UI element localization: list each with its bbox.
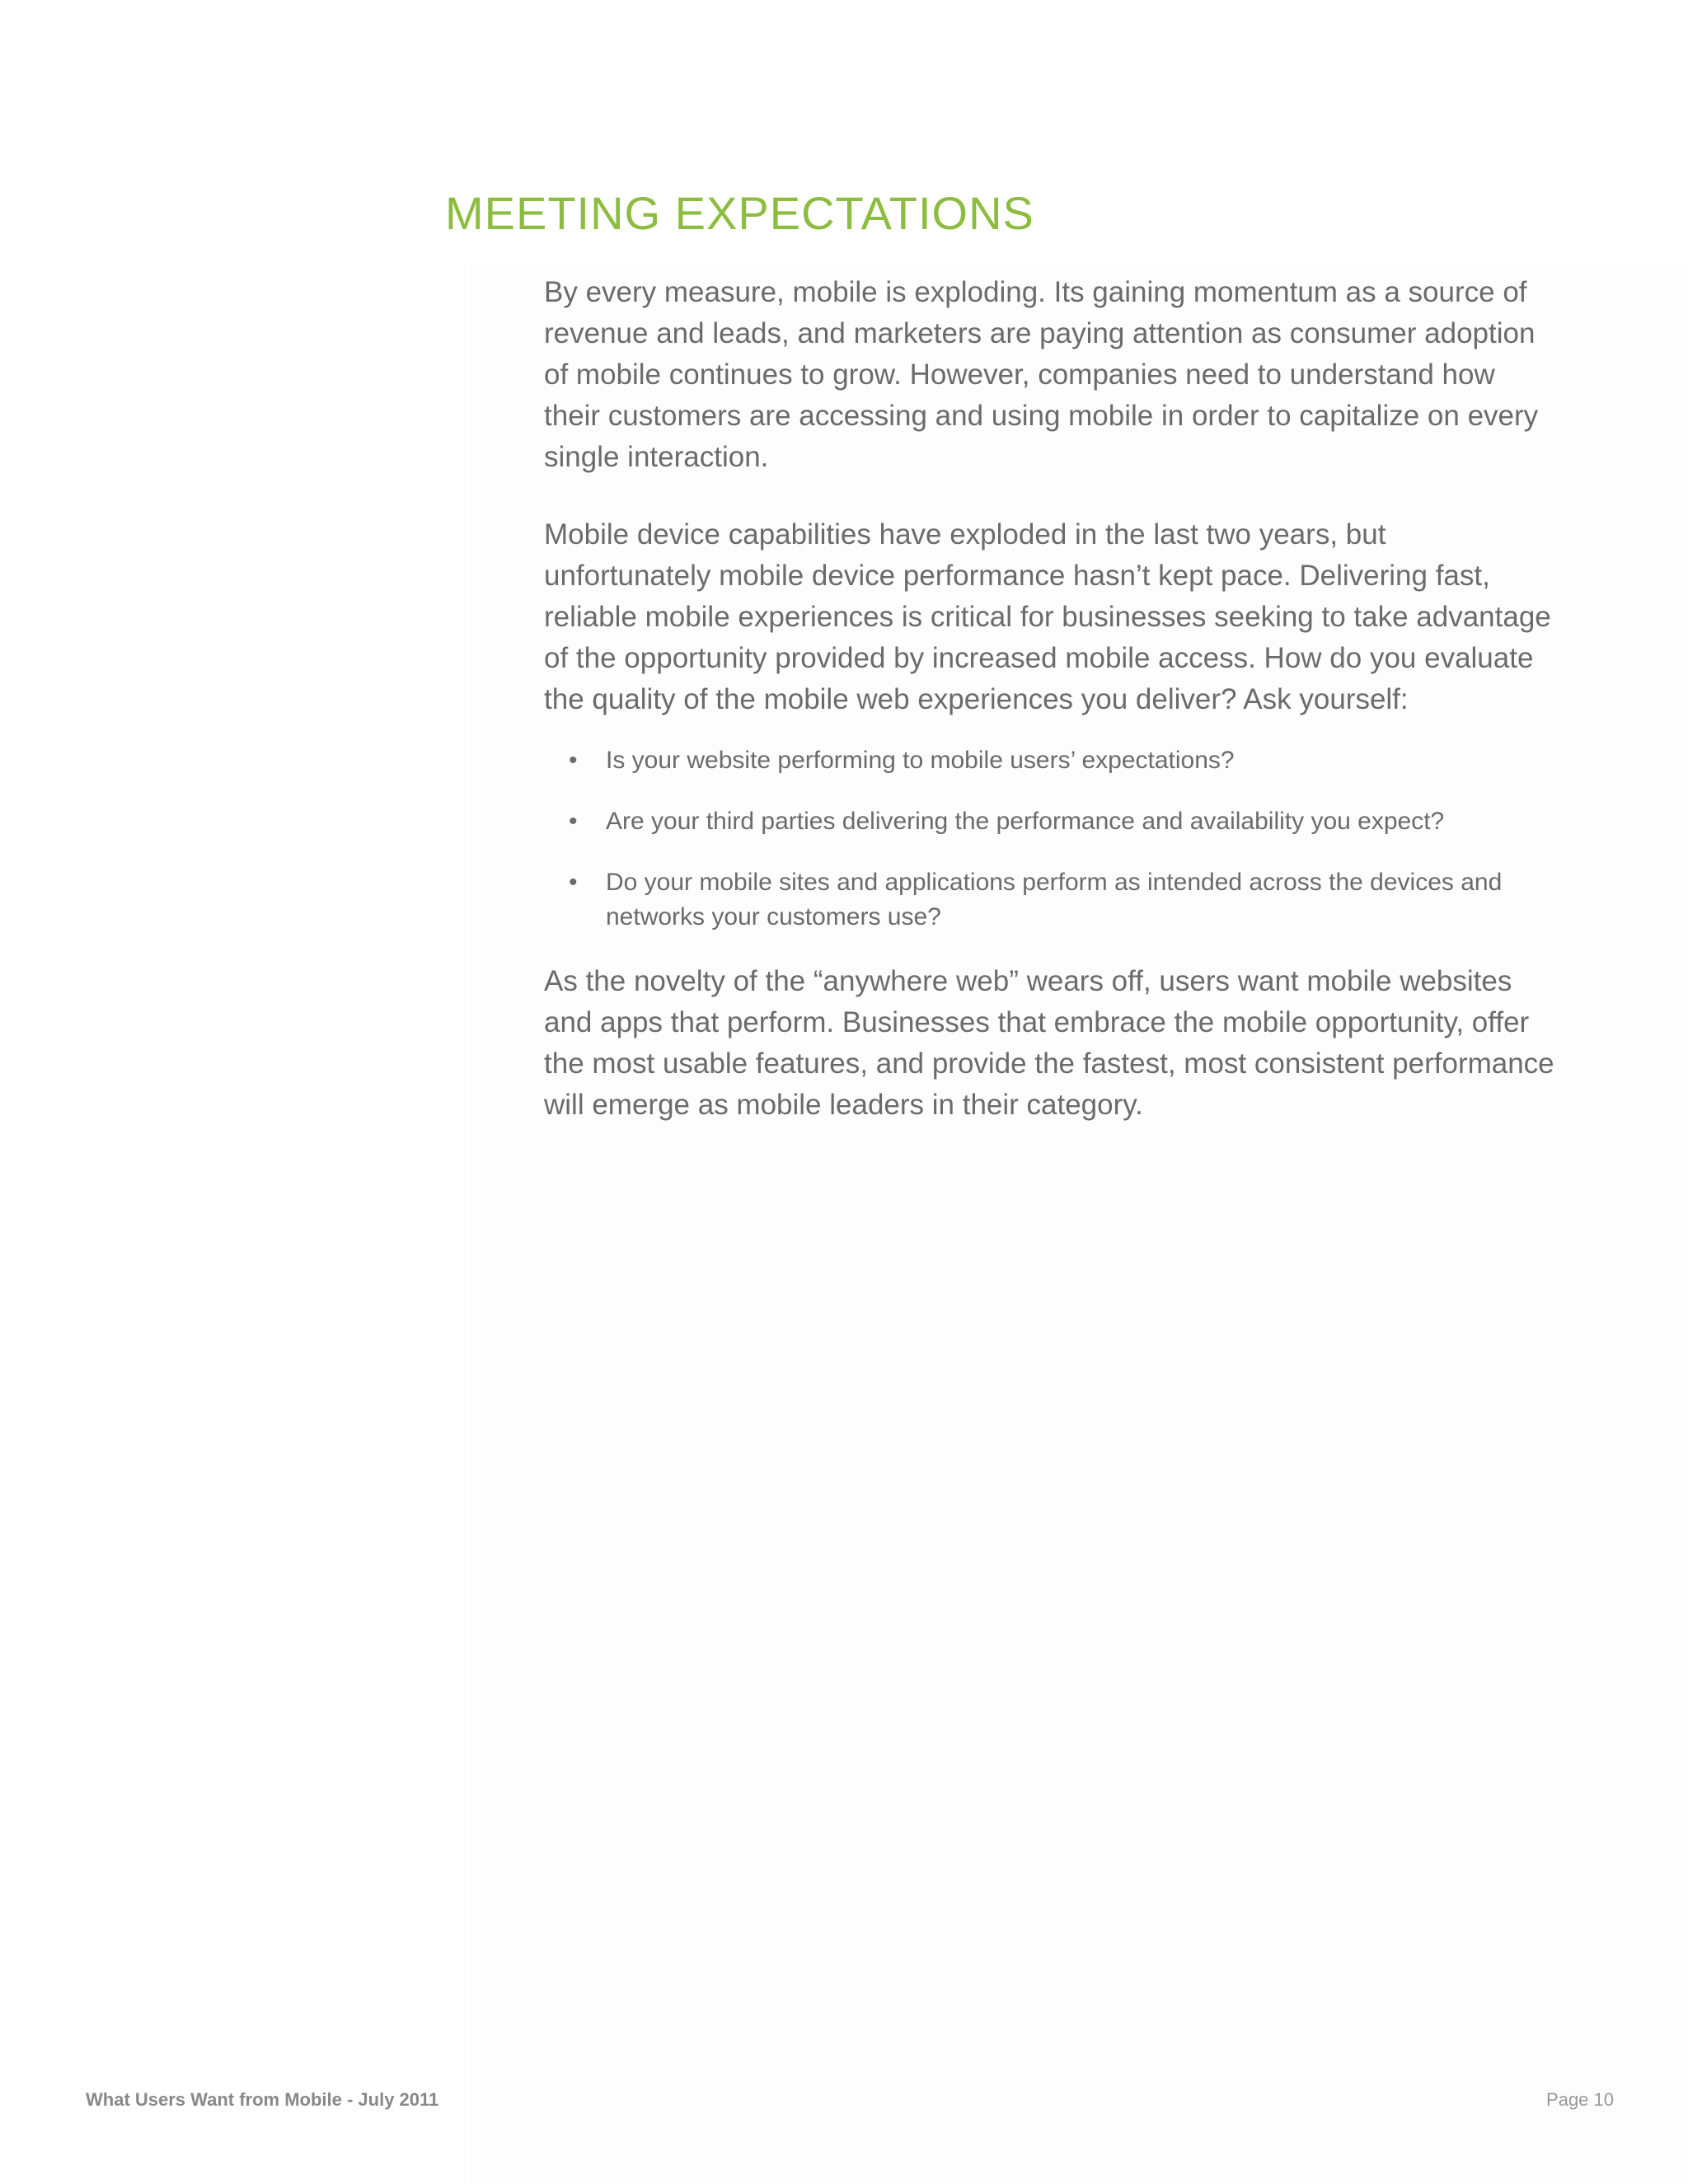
list-item	[544, 865, 1558, 935]
list-item-text: Are your third parties delivering the performance and availability you expect?	[606, 808, 1445, 835]
list-item-text: Is your website performing to mobile users’ expectations?	[606, 747, 1235, 774]
list-item	[544, 804, 1558, 839]
footer-document-title: What Users Want from Mobile - July 2011	[86, 2089, 439, 2110]
footer-page-number: Page 10	[1546, 2089, 1614, 2110]
bullet-icon: •	[569, 808, 578, 835]
list-item-text: Do your mobile sites and applications perform as intended across the devices and networks your customers use?	[606, 869, 1503, 930]
section-heading: MEETING EXPECTATIONS	[445, 187, 1034, 239]
paragraph-capabilities: Mobile device capabilities have exploded in the last two years, but unfortunately mobile device performance hasn’t kept pace. Delivering fast, reliable mobile experiences is critical for businesses seeking to take advantage of the opportunity provided by increased mobile access. How do you evaluate the quality of the mobile web experiences you deliver? Ask yourself:	[544, 518, 1551, 715]
paragraph-conclusion: As the novelty of the “anywhere web” wears off, users want mobile websites and apps that perform. Businesses that embrace the mobile opportunity, offer the most usable features, and provide the fastest, most consistent performance will emerge as mobile leaders in their category.	[544, 965, 1554, 1121]
question-list	[544, 743, 1558, 935]
bullet-icon: •	[569, 747, 578, 774]
bullet-icon: •	[569, 869, 578, 896]
paragraph-intro: By every measure, mobile is exploding. Its gaining momentum as a source of revenue and leads, and marketers are paying attention as consumer adoption of mobile continues to grow. However, companies need to understand how their customers are accessing and using mobile in order to capitalize on every single interaction.	[544, 276, 1539, 473]
list-item	[544, 743, 1558, 778]
body-column	[544, 272, 1558, 1126]
